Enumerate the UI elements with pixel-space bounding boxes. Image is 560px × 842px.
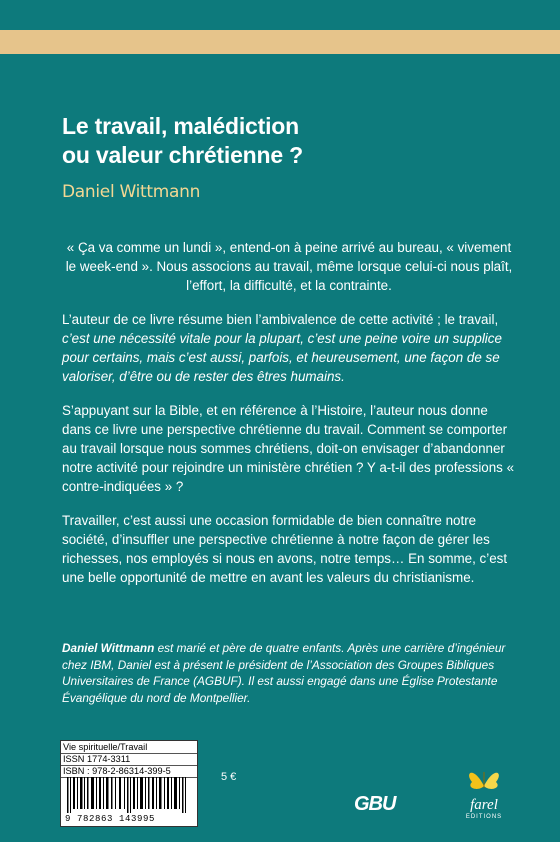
bio-name: Daniel Wittmann [62,641,155,655]
farel-logo [454,764,514,826]
paragraph-2 [62,310,516,386]
isbn-label: ISBN : 978-2-86314-399-5 [61,766,197,778]
farel-name: farel [470,797,498,813]
issn-label: ISSN 1774-3311 [61,754,197,766]
book-info [61,741,197,778]
bio-text: est marié et père de quatre enfants. Après une carrière d’ingénieur chez IBM, Daniel est à présent le président de l’Association des Groupes Bibliques Universitaires de France (AGBUF). Il est aussi engagé dans une Église Protestante Évangélique du nord de Montpellier. [62,641,506,705]
barcode-number: 9 782863 143995 [65,814,156,824]
gbu-logo-text: GBU [354,793,396,815]
title-line-1: Le travail, malédiction [62,113,299,139]
paragraph-2-quote: c’est une nécessité vitale pour la plupart, c’est une peine voire un supplice pour certains, mais c’est aussi, parfois, et heureusement, une façon de se valoriser, d’être ou de rester des êtres humains. [62,331,502,384]
back-cover-content [62,112,516,602]
author-name: Daniel Wittmann [62,182,201,202]
paragraph-3: S’appuyant sur la Bible, et en référence à l’Histoire, l’auteur nous donne dans ce livre une perspective chrétienne du travail. Comment se comporter au travail lorsque nous sommes chrétiens, doit-on envisager d’abandonner notre activité pour rejoindre un ministère chrétien ? Y a-t-il des professions « contre-indiquées » ? [62,403,515,494]
paragraph-2-intro: L’auteur de ce livre résume bien l’ambivalence de cette activité ; le travail, [62,312,499,327]
butterfly-icon [464,764,504,794]
farel-editions: EDITIONS [465,814,503,820]
gbu-logo [354,793,395,816]
price: 5 € [221,771,237,783]
paragraph-4: Travailler, c’est aussi une occasion formidable de bien connaître notre société, d’insuffler une perspective chrétienne à notre façon de gérer les richesses, nos employés si nous en avons, notre temps… En somme, c’est une belle opportunité de mettre en avant les valeurs du christianisme. [62,513,508,585]
paragraph-1: « Ça va comme un lundi », entend-on à peine arrivé au bureau, « vivement le week-end ». Nous associons au travail, même lorsque celui-ci nous plaît, l’effort, la difficulté, et la contrainte. [65,240,513,293]
title-line-2: ou valeur chrétienne ? [62,142,303,168]
barcode-icon [67,777,191,813]
description [62,238,516,587]
top-band [0,0,560,30]
gold-band [0,30,560,54]
category-label: Vie spirituelle/Travail [61,742,197,754]
book-title [62,112,516,170]
barcode-box [60,740,198,827]
author-bio [62,640,516,706]
